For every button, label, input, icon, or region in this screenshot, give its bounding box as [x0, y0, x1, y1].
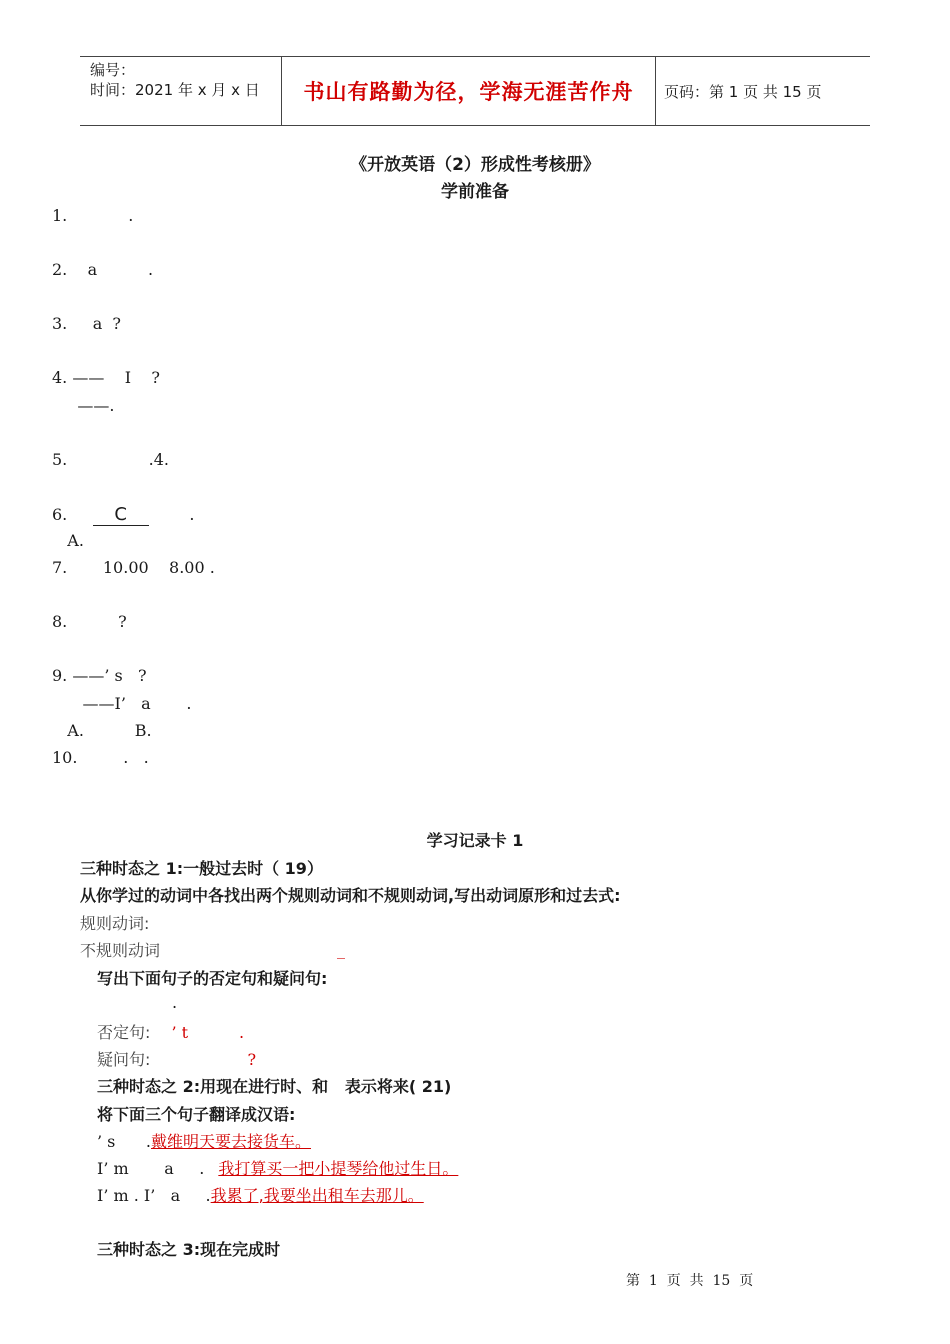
question-8: 8. ? [52, 612, 127, 631]
question-9-reply: ——I’ a . [52, 694, 192, 713]
translation-row-3 [97, 1183, 424, 1206]
document-time-label: 时间：2021 年 x 月 x 日 [90, 81, 260, 99]
translation-3-english: I’ m . I’ a . [97, 1186, 211, 1205]
negative-label: 否定句: [97, 1023, 156, 1042]
question-10: 10. . . [52, 748, 149, 767]
translation-2-chinese: 我打算买一把小提琴给他过生日。 [218, 1159, 459, 1178]
document-header [80, 56, 870, 126]
task-1-instruction: 从你学过的动词中各找出两个规则动词和不规则动词,写出动词原形和过去式: [80, 886, 621, 905]
question-4-reply: ——. [52, 396, 115, 415]
question-6-answer: C [93, 504, 149, 526]
question-6-text: 6. [52, 505, 93, 524]
question-answer: ? [247, 1050, 257, 1069]
document-number-label: 编号： [90, 61, 136, 79]
sentence-placeholder: . [172, 993, 178, 1012]
translation-row-2 [97, 1156, 458, 1179]
header-meta-cell [80, 57, 280, 128]
negative-sentence-row [97, 1020, 244, 1043]
question-1: 1. . [52, 206, 134, 225]
question-2: 2. a . [52, 260, 154, 279]
irregular-verbs-answer: _ [337, 940, 345, 959]
header-page-info: 页码：第 1 页 共 15 页 [664, 82, 822, 101]
task-2-instruction: 写出下面句子的否定句和疑问句: [97, 969, 328, 988]
translation-2-english: I’ m a . [97, 1159, 205, 1178]
negative-answer: ’ t . [171, 1023, 245, 1042]
question-9: 9. ——’ s ? [52, 666, 147, 685]
question-9-options: A. B. [52, 721, 152, 740]
record-card-title: 学习记录卡 1 [426, 831, 524, 850]
task-3-instruction: 将下面三个句子翻译成汉语: [97, 1105, 296, 1124]
question-7: 7. 10.00 8.00 . [52, 558, 215, 577]
translation-3-chinese: 我累了,我要坐出租车去那儿。 [210, 1186, 424, 1205]
section-title: 学前准备 [441, 182, 509, 202]
document-title: 《开放英语（2）形成性考核册》 [350, 155, 600, 175]
question-3: 3. a ? [52, 314, 121, 333]
translation-row-1 [97, 1129, 311, 1152]
question-6-tail: . [148, 505, 195, 524]
question-5: 5. .4. [52, 450, 169, 469]
question-label: 疑问句: [97, 1050, 156, 1069]
header-motto: 书山有路勤为径，学海无涯苦作舟 [281, 57, 656, 125]
tense-1-heading: 三种时态之 1:一般过去时（ 19） [80, 859, 323, 878]
question-sentence-row [97, 1047, 256, 1070]
regular-verbs-label: 规则动词: [80, 914, 150, 933]
translation-1-chinese: 戴维明天要去接货车。 [150, 1132, 311, 1151]
irregular-verbs-label: 不规则动词 [80, 941, 161, 960]
translation-1-english: ’ s . [97, 1132, 151, 1151]
tense-2-heading: 三种时态之 2:用现在进行时、和 表示将来( 21) [97, 1077, 452, 1096]
tense-3-heading: 三种时态之 3:现在完成时 [97, 1240, 281, 1259]
question-4: 4. —— I ? [52, 368, 160, 387]
page-footer: 第 1 页 共 15 页 [626, 1273, 754, 1289]
question-6-option: A. [52, 531, 84, 550]
question-6 [52, 504, 194, 526]
